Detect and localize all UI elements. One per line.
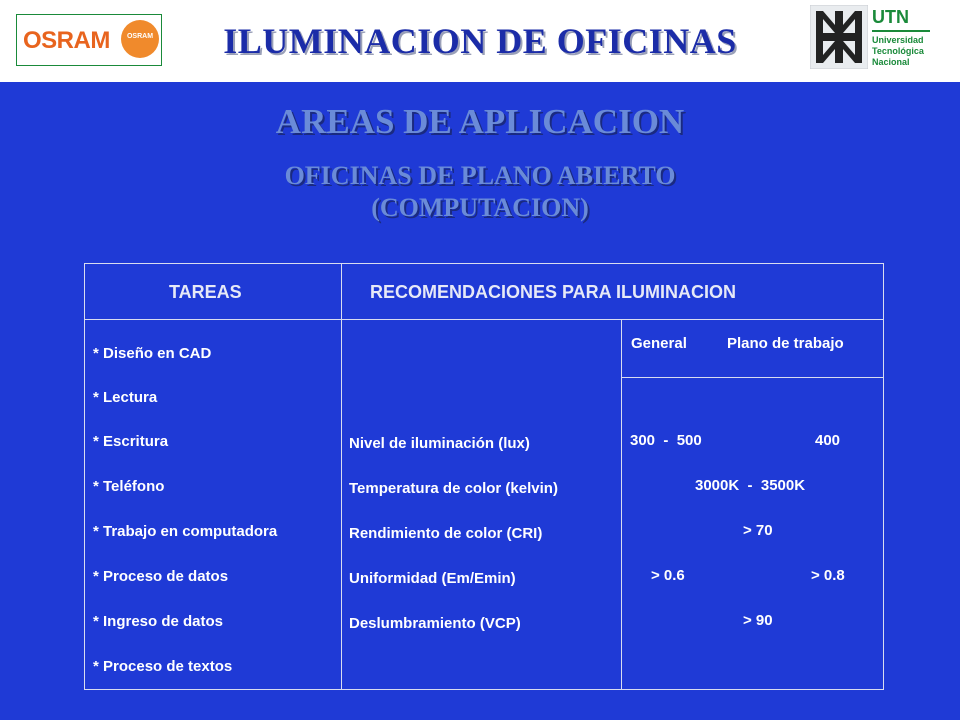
task-item: * Trabajo en computadora [93, 523, 278, 540]
header-tareas: TAREAS [169, 282, 242, 302]
value-cri: > 70 [743, 522, 773, 539]
utn-full-name [872, 35, 924, 68]
value-lux-plano: 400 [815, 432, 841, 449]
header-divider [85, 319, 883, 320]
page-title: ILUMINACION DE OFICINAS [223, 21, 737, 61]
task-item: * Teléfono [93, 478, 165, 495]
parameter-label: Rendimiento de color (CRI) [349, 525, 543, 542]
osram-logo [16, 14, 162, 66]
subtitle-line: (COMPUTACION) [371, 193, 589, 222]
parameter-label: Deslumbramiento (VCP) [349, 615, 521, 632]
parameter-label: Nivel de iluminación (lux) [349, 435, 530, 452]
task-item: * Proceso de textos [93, 658, 233, 675]
utn-name-line: Tecnológica [872, 46, 924, 56]
subheader-divider [621, 377, 883, 378]
task-item: * Lectura [93, 389, 158, 406]
subheader-plano-de-trabajo: Plano de trabajo [727, 335, 844, 352]
task-item: * Diseño en CAD [93, 345, 212, 362]
header-recomendaciones: RECOMENDACIONES PARA ILUMINACION [370, 282, 737, 302]
utn-name-line: Nacional [872, 57, 910, 67]
task-item: * Proceso de datos [93, 568, 229, 585]
task-item: * Escritura [93, 433, 169, 450]
top-banner [0, 0, 960, 82]
subtitle [0, 160, 960, 224]
value-vcp: > 90 [743, 612, 773, 629]
utn-abbreviation: UTN [872, 7, 909, 27]
utn-logo [808, 3, 932, 71]
utn-emblem-icon [810, 5, 868, 69]
value-uniformidad-plano: > 0.8 [811, 567, 845, 584]
section-title: AREAS DE APLICACION [275, 102, 685, 141]
recommendations-table [84, 263, 884, 690]
parameter-label: Temperatura de color (kelvin) [349, 480, 558, 497]
osram-bulb-text: OSRAM [126, 33, 154, 40]
utn-divider [872, 30, 930, 32]
subheader-general: General [631, 335, 687, 352]
value-temperatura: 3000K - 3500K [695, 477, 806, 494]
osram-logo-text: OSRAM [23, 27, 110, 54]
parameter-label: Uniformidad (Em/Emin) [349, 570, 516, 587]
column-divider [621, 319, 622, 689]
value-uniformidad-general: > 0.6 [651, 567, 685, 584]
utn-name-line: Universidad [872, 35, 924, 45]
value-lux-general: 300 - 500 [630, 432, 702, 449]
task-item: * Ingreso de datos [93, 613, 224, 630]
column-divider [341, 264, 342, 689]
subtitle-line: OFICINAS DE PLANO ABIERTO [284, 161, 676, 190]
